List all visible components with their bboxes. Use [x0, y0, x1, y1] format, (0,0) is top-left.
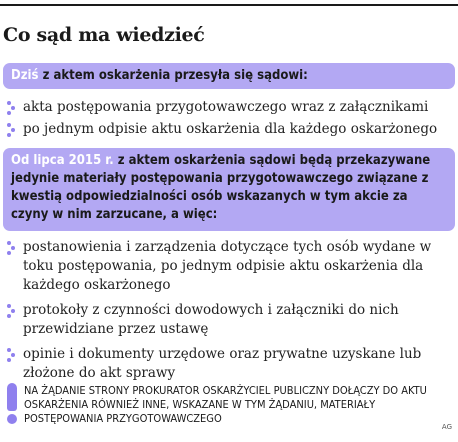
note-text: NA ŻĄDANIE STRONY PROKURATOR OSKARŻYCIEL PUBLICZNY DOŁĄCZY DO AKTU OSKARŻENIA RÓWNIEŻ INNE, WSKAZANE W TYM ŻĄDANIU, MATERIAŁY POSTĘPOWANIA PRZYGOTOWAWCZEGO: [24, 384, 427, 425]
list-item: [3, 98, 455, 117]
triple-dot-bullet-icon: [7, 123, 15, 137]
triple-dot-bullet-icon: [7, 348, 15, 362]
list-from-july-2015: [3, 238, 455, 389]
list-item-text: po jednym odpisie aktu oskarżenia dla każdego oskarżonego: [23, 121, 438, 137]
top-rule: [0, 4, 458, 6]
info-box-from-july-2015: [3, 148, 455, 231]
list-item: [3, 120, 455, 139]
box-text-today: z aktem oskarżenia przesyła się sądowi:: [38, 68, 308, 83]
list-item-text: akta postępowania przygotowawczego wraz z załącznikami: [23, 99, 429, 115]
exclamation-icon: [5, 383, 19, 425]
box-highlight-today: Dziś: [11, 68, 39, 83]
box-text-from-july-2015: z aktem oskarżenia sądowi będą przekazywane jedynie materiały postępowania przygotowawczego związane z kwestią odpowiedzialności osób wskazanych w tym akcie za czyny w nim zarzucane, a więc:: [11, 153, 431, 222]
triple-dot-bullet-icon: [7, 304, 15, 318]
list-item: [3, 238, 455, 295]
list-item: [3, 345, 455, 383]
credit: AG: [441, 423, 452, 431]
triple-dot-bullet-icon: [7, 101, 15, 115]
info-box-today: [3, 63, 455, 89]
page-title: Co sąd ma wiedzieć: [3, 24, 205, 46]
list-today: [3, 98, 455, 142]
list-item-text: opinie i dokumenty urzędowe oraz prywatne uzyskane lub złożone do akt sprawy: [23, 346, 422, 381]
list-item-text: protokoły z czynności dowodowych i załączniki do nich przewidziane przez ustawę: [23, 302, 399, 337]
list-item-text: postanowienia i zarządzenia dotyczące tych osób wydane w toku postępowania, po jednym odpisie aktu oskarżenia dla każdego oskarżonego: [23, 239, 432, 293]
box-highlight-from-july-2015: Od lipca 2015 r.: [11, 153, 114, 168]
list-item: [3, 301, 455, 339]
triple-dot-bullet-icon: [7, 241, 15, 255]
